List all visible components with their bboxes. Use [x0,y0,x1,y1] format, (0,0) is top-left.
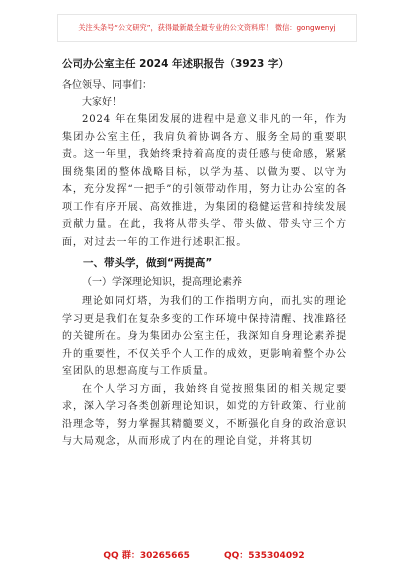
document-title: 公司办公室主任 2024 年述职报告（3923 字） [62,58,289,70]
promo-banner-text: 关注头条号“公文研究”，获得最新最全最专业的公文资料库！ 微信：gongwenyj [78,23,336,32]
section-heading-1: 一、带头学，做到“两提高” [83,257,213,269]
qq-group-number: QQ 群：30265665 [103,551,190,561]
greeting: 大家好！ [82,97,122,108]
body-paragraph-2: 在个人学习方面，我始终自觉按照集团的相关规定要求，深入学习各类创新理论知识，如党的方针政策、行业前沿理念等，努力掌握其精髓要义，不断强化自身的政治意识与大局观念，从而形成了内在的理论自觉，并将其切 [62,383,347,447]
subsection-heading-1: （一）学深理论知识，提高理论素养 [82,277,242,288]
body-paragraph-1: 理论如同灯塔，为我们的工作指明方向，而扎实的理论学习更是我们在复杂多变的工作环境中保持清醒、找准路径的关键所在。身为集团办公室主任，我深知自身理论素养提升的重要性，不仅关乎个人工作的成效，更影响着整个办公室团队的思想高度与工作质量。 [62,296,347,377]
intro-paragraph: 2024 年在集团发展的进程中是意义非凡的一年，作为集团办公室主任，我肩负着协调各方、服务全局的重要职责。这一年里，我始终秉持着高度的责任感与使命感，紧紧围绕集团的整体战略目标，以学为基、以做为要、以守为本，充分发挥“一把手”的引领带动作用，努力让办公室的各项工作有序开展、高效推进，为集团的稳健运营和持续发展贡献力量。在此，我将从带头学、带头做、带头守三个方面，对过去一年的工作进行述职汇报。 [62,114,347,248]
salutation: 各位领导、同事们： [62,80,152,91]
qq-number: QQ：535304092 [223,551,305,561]
promo-banner [57,14,357,42]
contact-footer [0,548,408,561]
document-body [62,56,347,451]
